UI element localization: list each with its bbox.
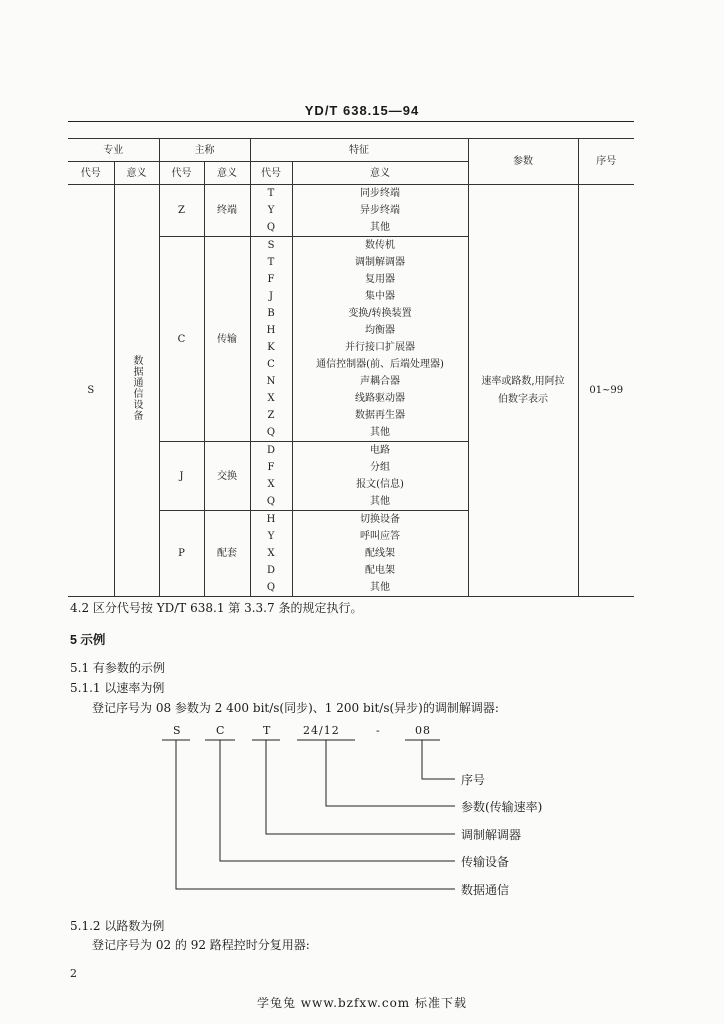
group-code: C	[159, 237, 204, 442]
header-xuhao: 序号	[578, 139, 634, 185]
header-canshu: 参数	[468, 139, 578, 185]
feature-codes-group-3: H Y X D Q	[250, 511, 292, 597]
sub-header-code: 代号	[68, 162, 114, 185]
group-meaning: 终端	[204, 185, 250, 237]
feature-meanings-group-0: 同步终端 异步终端 其他	[292, 185, 468, 237]
header-zhuanye: 专业	[68, 139, 159, 162]
example-2-text: 登记序号为 02 的 92 路程控时分复用器:	[92, 938, 310, 952]
section-5-1-1-heading: 5.1.1 以速率为例	[70, 681, 165, 695]
footer-watermark: 学兔兔 www.bzfxw.com 标准下载	[256, 996, 468, 1010]
feature-codes-group-2: D F X Q	[250, 442, 292, 511]
section-5-heading: 5 示例	[70, 633, 106, 647]
parameter-cell: 速率或路数,用阿拉伯数字表示	[468, 185, 578, 597]
feature-codes-group-1: S T F J B H K C N X Z Q	[250, 237, 292, 442]
feature-meanings-group-1: 数传机 调制解调器 复用器 集中器 变换/转换装置 均衡器 并行接口扩展器 通信控制器(前、后端处理器) 声耦合器 线路驱动器 数据再生器 其他	[292, 237, 468, 442]
sub-header-meaning: 意义	[204, 162, 250, 185]
clause-4-2: 4.2 区分代号按 YD/T 638.1 第 3.3.7 条的规定执行。	[70, 601, 363, 615]
code-parameter: 24/12	[303, 724, 340, 737]
code-s: S	[173, 724, 182, 737]
group-code: J	[159, 442, 204, 511]
connector-t	[266, 740, 455, 834]
group-meaning: 传输	[204, 237, 250, 442]
group-meaning: 交换	[204, 442, 250, 511]
group-code: Z	[159, 185, 204, 237]
sub-header-meaning: 意义	[114, 162, 159, 185]
feature-codes-group-0: T Y Q	[250, 185, 292, 237]
sub-header-code: 代号	[250, 162, 292, 185]
label-serial: 序号	[461, 773, 486, 787]
connector-s	[176, 740, 455, 889]
code-serial: 08	[415, 724, 431, 737]
page-number: 2	[70, 967, 77, 980]
label-parameter: 参数(传输速率)	[461, 800, 543, 814]
label-data-communication: 数据通信	[461, 883, 510, 897]
feature-meanings-group-3: 切换设备 呼叫应答 配线架 配电架 其他	[292, 511, 468, 597]
feature-meanings-group-2: 电路 分组 报文(信息) 其他	[292, 442, 468, 511]
code-t: T	[263, 724, 272, 737]
code-c: C	[216, 724, 226, 737]
example-1-text: 登记序号为 08 参数为 2 400 bit/s(同步)、1 200 bit/s(异步)的调制解调器:	[92, 701, 499, 715]
specialty-meaning: 数据通信设备	[114, 185, 159, 597]
document-code: YD/T 638.15—94	[304, 103, 420, 118]
label-modem: 调制解调器	[461, 828, 522, 842]
specialty-code: S	[68, 185, 114, 597]
connector-parameter	[326, 740, 455, 806]
code-dash: -	[376, 724, 381, 737]
sub-header-meaning: 意义	[292, 162, 468, 185]
sub-header-code: 代号	[159, 162, 204, 185]
group-meaning: 配套	[204, 511, 250, 597]
connector-serial	[422, 740, 455, 779]
label-transmission: 传输设备	[461, 855, 510, 869]
header-tezheng: 特征	[250, 139, 468, 162]
serial-cell: 01~99	[578, 185, 634, 597]
section-5-1-2-heading: 5.1.2 以路数为例	[70, 919, 165, 933]
connector-c	[220, 740, 455, 861]
header-zhucheng: 主称	[159, 139, 250, 162]
group-code: P	[159, 511, 204, 597]
section-5-1-heading: 5.1 有参数的示例	[70, 661, 165, 675]
